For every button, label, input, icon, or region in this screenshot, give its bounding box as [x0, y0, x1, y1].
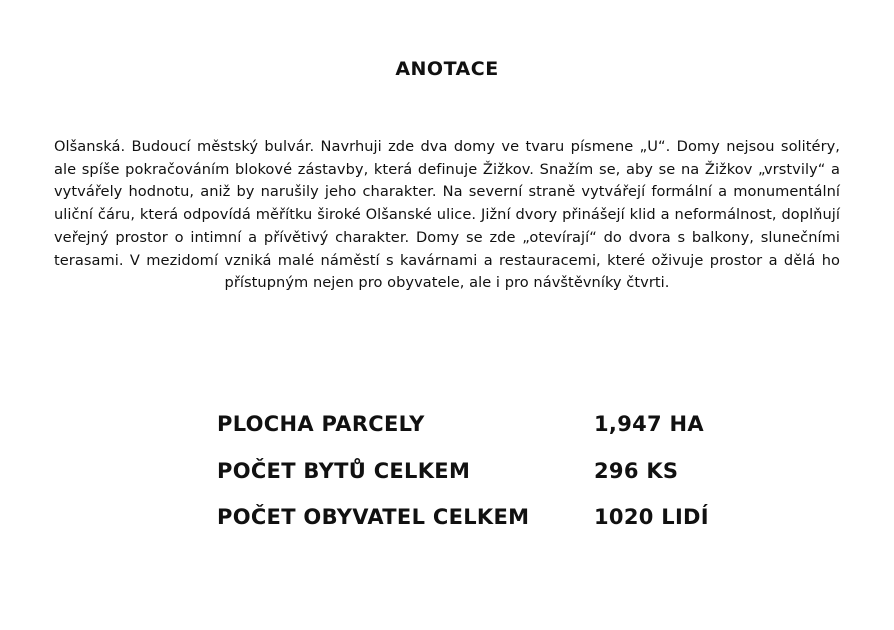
stats-table [217, 412, 737, 552]
annotation-paragraph: Olšanská. Budoucí městský bulvár. Navrhuji zde dva domy ve tvaru písmene „U“. Domy nejsou solitéry, ale spíše pokračováním blokové zástavby, která definuje Žižkov. Snažím se, aby se na Žižkov „vrstvily“ a vytvářely hodnotu, aniž by narušily jeho charakter. Na severní straně vytvářejí formální a monumentální uliční čáru, která odpovídá měřítku široké Olšanské ulice. Jižní dvory přinášejí klid a neformálnost, doplňují veřejný prostor o intimní a přívětivý charakter. Domy se zde „otevírají“ do dvora s balkony, slunečními terasami. V mezidomí vzniká malé náměstí s kavárnami a restauracemi, které oživuje prostor a dělá ho přístupným nejen pro obyvatele, ale i pro návštěvníky čtvrti. [54, 138, 840, 292]
stat-value: 296 KS [594, 458, 679, 483]
stat-value: 1020 LIDÍ [594, 505, 709, 529]
stat-label: PLOCHA PARCELY [217, 412, 425, 436]
stat-row-apartments [217, 459, 737, 506]
stat-row-residents [217, 505, 737, 552]
stat-label: POČET OBYVATEL CELKEM [217, 505, 530, 529]
stat-value: 1,947 HA [594, 412, 704, 436]
stat-row-plot-area [217, 412, 737, 459]
stat-label: POČET BYTŮ CELKEM [217, 458, 471, 483]
page-title: ANOTACE [395, 58, 499, 80]
